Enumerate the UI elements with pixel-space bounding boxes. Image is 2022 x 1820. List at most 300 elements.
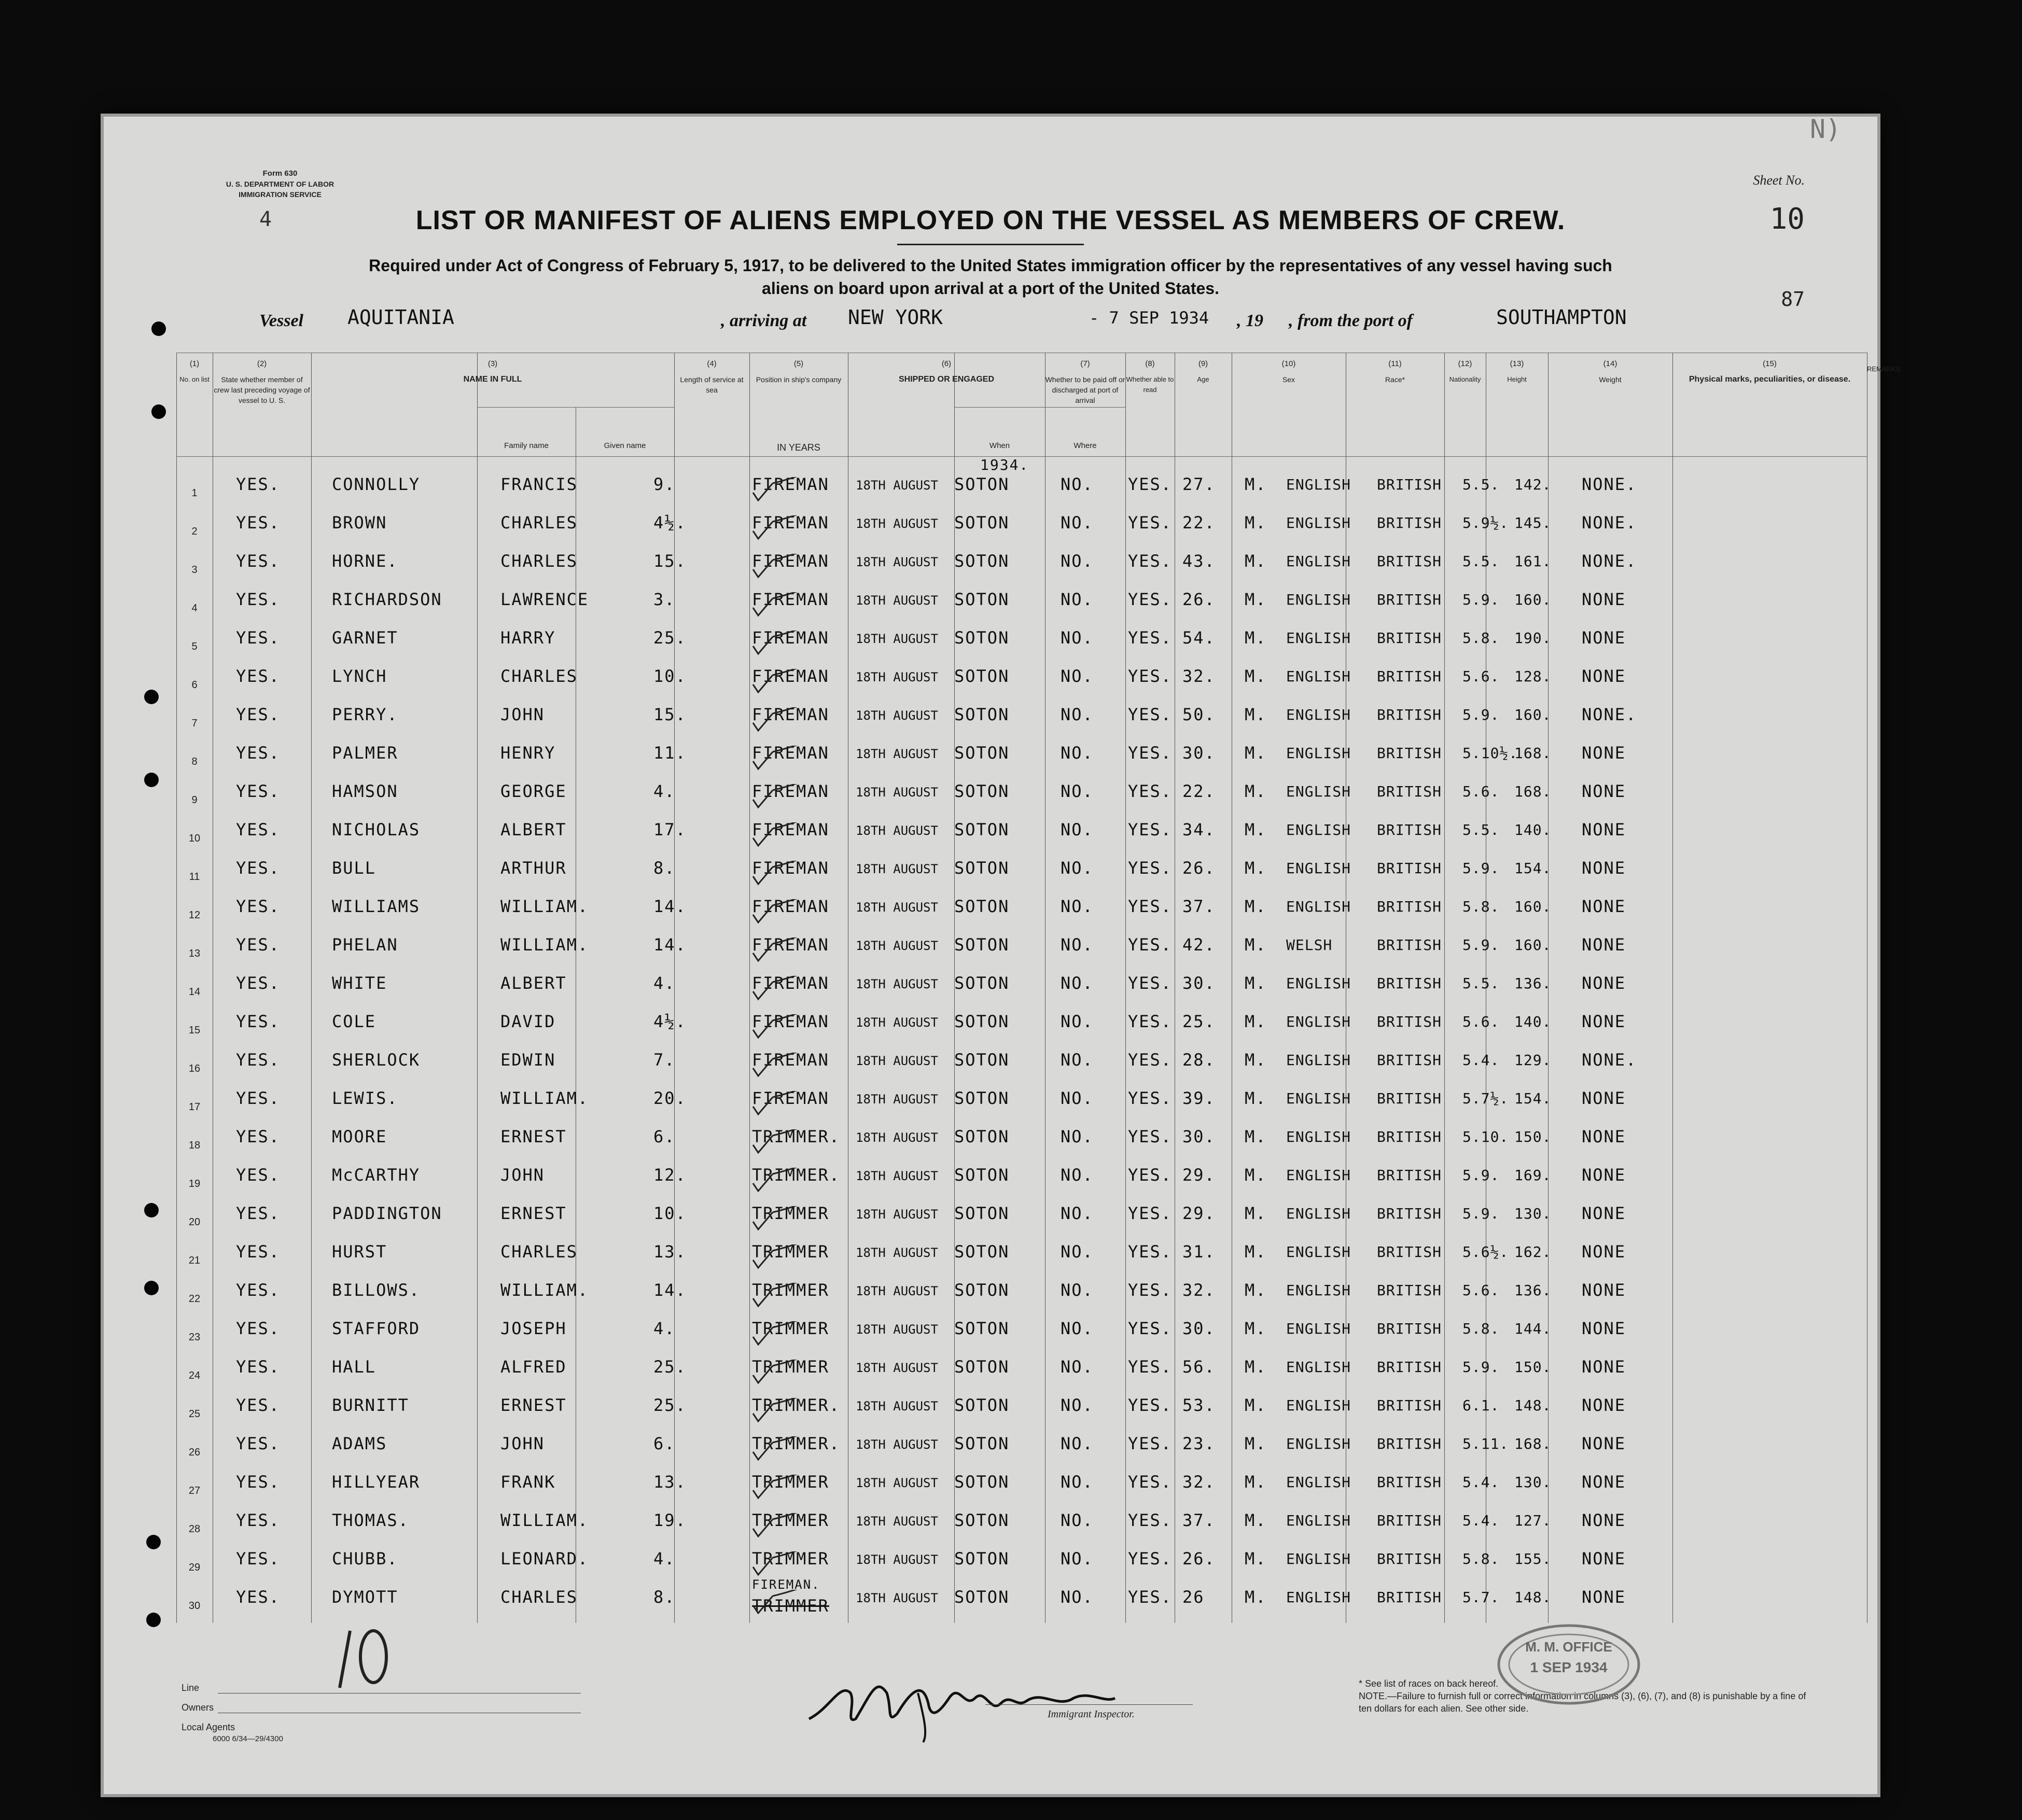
race: ENGLISH	[1286, 1090, 1351, 1107]
sex: M.	[1245, 1549, 1267, 1569]
race: ENGLISH	[1286, 706, 1351, 723]
check-mark-icon	[752, 554, 835, 580]
sex: M.	[1245, 858, 1267, 878]
check-mark-icon	[752, 937, 835, 963]
shipped-where: SOTON	[954, 1319, 1010, 1338]
race: ENGLISH	[1286, 1589, 1351, 1606]
column-label: NAME IN FULL	[463, 375, 522, 384]
family-name: STAFFORD	[332, 1319, 421, 1338]
physical-marks: NONE.	[1582, 705, 1637, 724]
binder-hole	[144, 1281, 159, 1295]
subtitle-line-1: Required under Act of Congress of February 5, 1917, to be delivered to the United States immigration officer by the representatives of any vessel having such	[369, 256, 1612, 275]
previous-voyage: YES.	[236, 513, 281, 533]
shipped-where: SOTON	[954, 1357, 1010, 1377]
row-number: 1	[191, 487, 198, 499]
check-mark-icon	[752, 1398, 835, 1424]
given-name: ALBERT	[500, 820, 567, 839]
age: 31.	[1182, 1242, 1216, 1262]
sex: M.	[1245, 1203, 1267, 1223]
physical-marks: NONE	[1582, 1127, 1626, 1146]
nationality: BRITISH	[1377, 553, 1442, 570]
shipped-when: 18TH AUGUST	[856, 1552, 938, 1567]
family-name: PADDINGTON	[332, 1203, 442, 1223]
years-subheader: IN YEARS	[777, 442, 820, 453]
weight: 155.	[1514, 1550, 1552, 1567]
column-number: (4)	[707, 359, 717, 368]
able-to-read: YES.	[1128, 1012, 1173, 1031]
paid-off: NO.	[1061, 1050, 1094, 1070]
arriving-label: , arriving at	[721, 311, 807, 330]
able-to-read: YES.	[1128, 1280, 1173, 1300]
given-name: JOHN	[500, 1165, 545, 1185]
height: 5.5.	[1462, 476, 1500, 493]
shipped-where: SOTON	[954, 705, 1010, 724]
previous-voyage: YES.	[236, 1510, 281, 1530]
given-name: HARRY	[500, 628, 556, 648]
check-mark-icon	[752, 1513, 835, 1539]
form-number: Form 630	[262, 169, 298, 178]
position: FIREMAN	[752, 628, 829, 648]
race: ENGLISH	[1286, 1359, 1351, 1376]
weight: 150.	[1514, 1128, 1552, 1145]
previous-voyage: YES.	[236, 1280, 281, 1300]
shipped-where: SOTON	[954, 781, 1010, 801]
given-name: JOHN	[500, 1434, 545, 1453]
weight: 142.	[1514, 476, 1552, 493]
height: 5.9.	[1462, 860, 1500, 877]
given-name: ALBERT	[500, 973, 567, 993]
shipped-when: 18TH AUGUST	[856, 1169, 938, 1183]
position: FIREMAN	[752, 705, 829, 724]
sex: M.	[1245, 1242, 1267, 1262]
able-to-read: YES.	[1128, 1088, 1173, 1108]
service-years: 4.	[653, 1319, 676, 1338]
family-name: NICHOLAS	[332, 820, 421, 839]
subtitle-line-2: aliens on board upon arrival at a port of the United States.	[762, 279, 1219, 298]
shipped-where: SOTON	[954, 513, 1010, 533]
family-name: WILLIAMS	[332, 897, 421, 916]
height: 5.10½.	[1462, 745, 1518, 762]
service-years: 15.	[653, 551, 687, 571]
nationality: BRITISH	[1377, 1282, 1442, 1299]
paid-off: NO.	[1061, 1472, 1094, 1492]
weight: 136.	[1514, 975, 1552, 992]
family-name: GARNET	[332, 628, 398, 648]
binder-hole	[144, 1203, 159, 1217]
age: 32.	[1182, 1472, 1216, 1492]
check-mark-icon	[752, 746, 835, 772]
column-number: (2)	[257, 359, 267, 368]
nationality: BRITISH	[1377, 1090, 1442, 1107]
shipped-where: SOTON	[954, 1472, 1010, 1492]
sex: M.	[1245, 1050, 1267, 1070]
able-to-read: YES.	[1128, 1165, 1173, 1185]
position: FIREMAN	[752, 743, 829, 763]
column-header	[1672, 359, 1867, 385]
column-label: Age	[1197, 375, 1209, 383]
shipped-when: 18TH AUGUST	[856, 823, 938, 838]
weight: 160.	[1514, 706, 1552, 723]
nationality: BRITISH	[1377, 1167, 1442, 1184]
age: 34.	[1182, 820, 1216, 839]
physical-marks: NONE	[1582, 781, 1626, 801]
column-header	[176, 359, 213, 385]
height: 6.1.	[1462, 1397, 1500, 1414]
given-name: WILLIAM.	[500, 1088, 589, 1108]
line-label: Line	[182, 1683, 200, 1693]
nationality: BRITISH	[1377, 1474, 1442, 1491]
inspector-signature	[799, 1662, 1120, 1745]
nationality: BRITISH	[1377, 975, 1442, 992]
service-name: IMMIGRATION SERVICE	[239, 190, 322, 199]
nationality: BRITISH	[1377, 1243, 1442, 1261]
shipped-when: 18TH AUGUST	[856, 670, 938, 684]
weight: 160.	[1514, 936, 1552, 954]
column-rule	[311, 353, 312, 1623]
position: FIREMAN	[752, 513, 829, 533]
column-rule	[1672, 353, 1673, 1623]
check-mark-icon	[752, 1014, 835, 1040]
shipped-when: 18TH AUGUST	[856, 708, 938, 723]
family-name: BULL	[332, 858, 376, 878]
height: 5.10.	[1462, 1128, 1509, 1145]
column-number: (11)	[1388, 359, 1402, 368]
shipped-when: 18TH AUGUST	[856, 1245, 938, 1260]
family-name: HILLYEAR	[332, 1472, 421, 1492]
able-to-read: YES.	[1128, 1242, 1173, 1262]
previous-voyage: YES.	[236, 1050, 281, 1070]
column-header	[1444, 359, 1486, 385]
shipped-year: 1934.	[980, 456, 1029, 473]
able-to-read: YES.	[1128, 551, 1173, 571]
sex: M.	[1245, 1165, 1267, 1185]
able-to-read: YES.	[1128, 973, 1173, 993]
shipped-when: 18TH AUGUST	[856, 478, 938, 493]
service-years: 25.	[653, 628, 687, 648]
service-years: 14.	[653, 897, 687, 916]
position: TRIMMER.	[752, 1165, 841, 1185]
weight: 140.	[1514, 821, 1552, 838]
sex: M.	[1245, 590, 1267, 609]
family-name: WHITE	[332, 973, 387, 993]
position: FIREMAN	[752, 666, 829, 686]
paid-off: NO.	[1061, 1549, 1094, 1569]
height: 5.7½.	[1462, 1090, 1509, 1107]
position: FIREMAN	[752, 474, 829, 494]
shipped-when: 18TH AUGUST	[856, 555, 938, 569]
position: TRIMMER	[752, 1280, 829, 1300]
column-label: Whether able to read	[1126, 375, 1174, 394]
check-mark-icon	[752, 1168, 835, 1194]
shipped-where: SOTON	[954, 1165, 1010, 1185]
corner-mark: N)	[1810, 114, 1842, 144]
weight: 169.	[1514, 1167, 1552, 1184]
paid-off: NO.	[1061, 474, 1094, 494]
sex: M.	[1245, 781, 1267, 801]
position: TRIMMER	[752, 1203, 829, 1223]
service-years: 4½.	[653, 1012, 687, 1031]
handwritten-tally-mark	[327, 1615, 399, 1698]
age: 43.	[1182, 551, 1216, 571]
family-name: BILLOWS.	[332, 1280, 421, 1300]
weight: 150.	[1514, 1359, 1552, 1376]
physical-marks: NONE.	[1582, 474, 1637, 494]
race: WELSH	[1286, 936, 1333, 954]
service-years: 4½.	[653, 513, 687, 533]
check-mark-icon	[752, 1053, 835, 1079]
sex: M.	[1245, 897, 1267, 916]
row-number: 25	[188, 1408, 201, 1420]
shipped-where: SOTON	[954, 935, 1010, 955]
family-name: DYMOTT	[332, 1587, 398, 1607]
service-years: 9.	[653, 474, 676, 494]
check-mark-icon	[752, 1091, 835, 1117]
shipped-where: SOTON	[954, 820, 1010, 839]
paid-off: NO.	[1061, 1357, 1094, 1377]
row-number: 16	[188, 1063, 201, 1074]
height: 5.9.	[1462, 1205, 1500, 1222]
weight: 168.	[1514, 783, 1552, 800]
weight: 130.	[1514, 1205, 1552, 1222]
row-number: 30	[188, 1600, 201, 1612]
sheet-extra-number: 87	[1781, 288, 1805, 311]
paid-off: NO.	[1061, 1088, 1094, 1108]
family-name: LYNCH	[332, 666, 387, 686]
sex: M.	[1245, 820, 1267, 839]
row-number: 13	[188, 948, 201, 959]
sex: M.	[1245, 1472, 1267, 1492]
owners-label: Owners	[182, 1702, 214, 1713]
previous-voyage: YES.	[236, 858, 281, 878]
paid-off: NO.	[1061, 1280, 1094, 1300]
position: TRIMMER	[752, 1549, 829, 1569]
sex: M.	[1245, 1012, 1267, 1031]
physical-marks: NONE	[1582, 590, 1626, 609]
service-years: 12.	[653, 1165, 687, 1185]
paid-off: NO.	[1061, 858, 1094, 878]
given-name: HENRY	[500, 743, 556, 763]
nationality: BRITISH	[1377, 476, 1442, 493]
nationality: BRITISH	[1377, 1359, 1442, 1376]
shipped-where: SOTON	[954, 551, 1010, 571]
nationality: BRITISH	[1377, 1320, 1442, 1337]
nationality: BRITISH	[1377, 668, 1442, 685]
weight: 127.	[1514, 1512, 1552, 1529]
check-mark-icon	[752, 1283, 835, 1309]
race: ENGLISH	[1286, 1435, 1351, 1452]
weight: 161.	[1514, 553, 1552, 570]
family-name: BROWN	[332, 513, 387, 533]
service-years: 14.	[653, 1280, 687, 1300]
given-name: GEORGE	[500, 781, 567, 801]
column-label: Height	[1507, 375, 1527, 383]
physical-marks: NONE	[1582, 666, 1626, 686]
given-name: CHARLES	[500, 1242, 578, 1262]
shipped-where: SOTON	[954, 1280, 1010, 1300]
family-name: MOORE	[332, 1127, 387, 1146]
able-to-read: YES.	[1128, 1203, 1173, 1223]
position: FIREMAN	[752, 820, 829, 839]
sex: M.	[1245, 666, 1267, 686]
check-mark-icon	[752, 1590, 835, 1616]
physical-marks: NONE	[1582, 1319, 1626, 1338]
column-number: (9)	[1198, 359, 1208, 368]
height: 5.8.	[1462, 1320, 1500, 1337]
row-number: 18	[188, 1140, 201, 1151]
sex: M.	[1245, 1127, 1267, 1146]
age: 26.	[1182, 590, 1216, 609]
able-to-read: YES.	[1128, 1510, 1173, 1530]
row-number: 11	[189, 871, 200, 883]
age: 28.	[1182, 1050, 1216, 1070]
row-number: 5	[191, 641, 198, 652]
physical-marks: NONE	[1582, 628, 1626, 648]
vessel-label: Vessel	[259, 311, 303, 330]
able-to-read: YES.	[1128, 1319, 1173, 1338]
inspector-rule	[985, 1704, 1193, 1705]
previous-voyage: YES.	[236, 474, 281, 494]
shipped-where: SOTON	[954, 1434, 1010, 1453]
race: ENGLISH	[1286, 1282, 1351, 1299]
when-subheader: When	[989, 441, 1010, 450]
height: 5.8.	[1462, 1550, 1500, 1567]
column-label: Whether to be paid off or discharged at port of arrival	[1045, 375, 1125, 404]
previous-voyage: YES.	[236, 1357, 281, 1377]
height: 5.5.	[1462, 553, 1500, 570]
paid-off: NO.	[1061, 1319, 1094, 1338]
check-mark-icon	[752, 1321, 835, 1347]
check-mark-icon	[752, 1244, 835, 1270]
physical-marks: NONE	[1582, 897, 1626, 916]
height: 5.11.	[1462, 1435, 1509, 1452]
where-subheader: Where	[1073, 441, 1097, 450]
able-to-read: YES.	[1128, 935, 1173, 955]
paid-off: NO.	[1061, 551, 1094, 571]
race: ENGLISH	[1286, 591, 1351, 608]
race: ENGLISH	[1286, 553, 1351, 570]
column-header	[1125, 359, 1175, 395]
column-number: (10)	[1281, 359, 1296, 368]
stamp-office-text: M. M. OFFICE	[1525, 1639, 1612, 1655]
height: 5.6.	[1462, 668, 1500, 685]
position: TRIMMER	[752, 1596, 829, 1616]
binder-hole	[146, 1613, 161, 1627]
given-name: FRANK	[500, 1472, 556, 1492]
weight: 144.	[1514, 1320, 1552, 1337]
weight: 148.	[1514, 1397, 1552, 1414]
service-years: 13.	[653, 1242, 687, 1262]
shipped-when: 18TH AUGUST	[856, 1361, 938, 1375]
column-rule	[477, 353, 478, 1623]
position: TRIMMER.	[752, 1127, 841, 1146]
given-name: ERNEST	[500, 1127, 567, 1146]
check-mark-icon	[752, 822, 835, 848]
race: ENGLISH	[1286, 1512, 1351, 1529]
physical-marks: NONE	[1582, 973, 1626, 993]
column-header	[1232, 359, 1346, 385]
nationality: BRITISH	[1377, 1550, 1442, 1567]
given-name: EDWIN	[500, 1050, 556, 1070]
row-number: 2	[191, 526, 198, 537]
shipped-where: SOTON	[954, 1203, 1010, 1223]
able-to-read: YES.	[1128, 858, 1173, 878]
weight: 129.	[1514, 1052, 1552, 1069]
column-rule	[176, 353, 177, 1623]
shipped-when: 18TH AUGUST	[856, 1130, 938, 1145]
height: 5.8.	[1462, 629, 1500, 647]
paid-off: NO.	[1061, 1165, 1094, 1185]
family-name: McCARTHY	[332, 1165, 421, 1185]
race: ENGLISH	[1286, 514, 1351, 531]
age: 30.	[1182, 973, 1216, 993]
column-header	[1346, 359, 1444, 385]
sheet-number-value: 10	[1769, 202, 1805, 236]
race: ENGLISH	[1286, 745, 1351, 762]
able-to-read: YES.	[1128, 1434, 1173, 1453]
previous-voyage: YES.	[236, 1203, 281, 1223]
check-mark-icon	[752, 669, 835, 695]
nationality: BRITISH	[1377, 860, 1442, 877]
check-mark-icon	[752, 592, 835, 618]
shipped-when: 18TH AUGUST	[856, 862, 938, 876]
nationality: BRITISH	[1377, 1052, 1442, 1069]
paid-off: NO.	[1061, 897, 1094, 916]
physical-marks: NONE	[1582, 1587, 1626, 1607]
sex: M.	[1245, 1587, 1267, 1607]
row-number: 29	[188, 1562, 201, 1573]
height: 5.7.	[1462, 1589, 1500, 1606]
arrival-port: NEW YORK	[848, 306, 943, 329]
given-name: JOHN	[500, 705, 545, 724]
paid-off: NO.	[1061, 1127, 1094, 1146]
service-years: 20.	[653, 1088, 687, 1108]
able-to-read: YES.	[1128, 897, 1173, 916]
position: FIREMAN	[752, 1012, 829, 1031]
column-label: Race*	[1385, 375, 1405, 384]
sex: M.	[1245, 513, 1267, 533]
shipped-when: 18TH AUGUST	[856, 516, 938, 531]
position: TRIMMER	[752, 1472, 829, 1492]
race: ENGLISH	[1286, 1474, 1351, 1491]
column-rule	[749, 353, 750, 1623]
race: ENGLISH	[1286, 1052, 1351, 1069]
given-name: CHARLES	[500, 1587, 578, 1607]
able-to-read: YES.	[1128, 1472, 1173, 1492]
sex: M.	[1245, 1357, 1267, 1377]
age: 39.	[1182, 1088, 1216, 1108]
given-name: FRANCIS	[500, 474, 578, 494]
row-number: 24	[188, 1370, 201, 1381]
column-label: Weight	[1599, 375, 1622, 384]
age: 23.	[1182, 1434, 1216, 1453]
family-name: COLE	[332, 1012, 376, 1031]
able-to-read: YES.	[1128, 781, 1173, 801]
year-label: , 19	[1237, 311, 1263, 330]
row-number: 17	[188, 1101, 201, 1113]
column-header	[1486, 359, 1548, 385]
able-to-read: YES.	[1128, 1549, 1173, 1569]
column-header	[1045, 359, 1125, 405]
previous-voyage: YES.	[236, 628, 281, 648]
able-to-read: YES.	[1128, 1127, 1173, 1146]
shipped-when: 18TH AUGUST	[856, 785, 938, 800]
paid-off: NO.	[1061, 590, 1094, 609]
row-number: 27	[188, 1485, 201, 1496]
previous-voyage: YES.	[236, 705, 281, 724]
sex: M.	[1245, 1395, 1267, 1415]
given-name: ERNEST	[500, 1203, 567, 1223]
paid-off: NO.	[1061, 1242, 1094, 1262]
